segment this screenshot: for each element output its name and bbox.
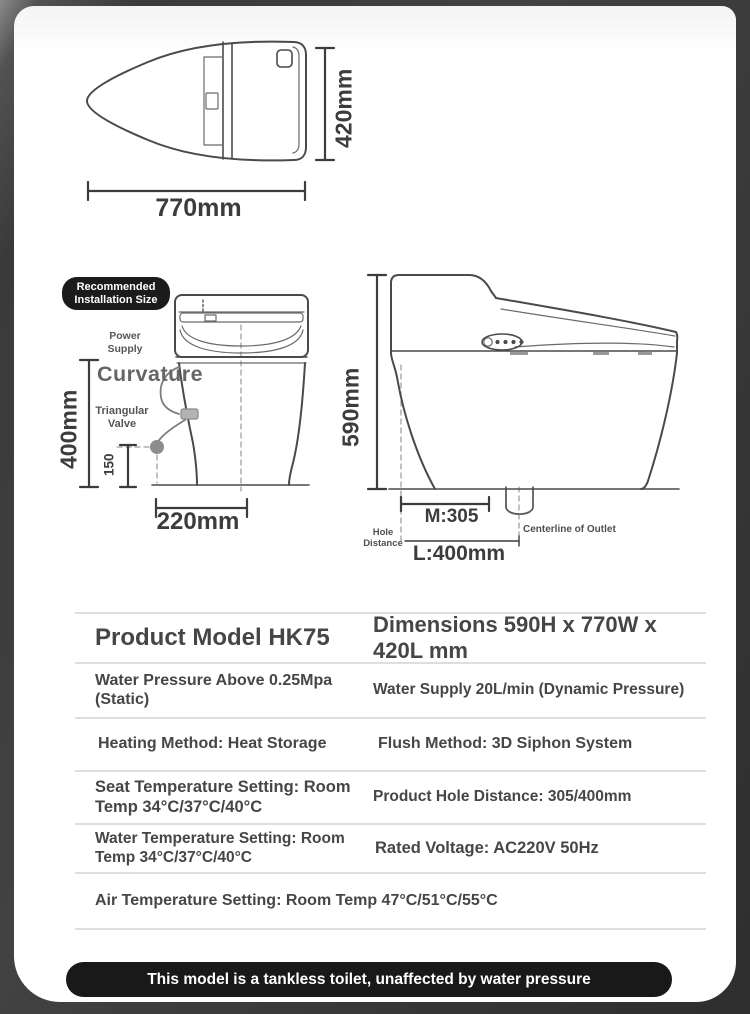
side-view-height-label: 590mm [337, 367, 364, 448]
front-view-height-label: 400mm [55, 389, 82, 469]
table-row [75, 872, 706, 930]
table-row [75, 823, 706, 872]
table-row [75, 612, 706, 662]
power-supply-label: Power Supply [107, 330, 143, 355]
badge-line-1: Recommended [76, 281, 156, 293]
outlet-centerline-label: Centerline of Outlet [523, 524, 616, 535]
product-hole-distance-value: Product Hole Distance: 305/400mm [373, 788, 632, 806]
flush-method-value: Flush Method: 3D Siphon System [378, 735, 633, 753]
water-supply-value: Water Supply 20L/min (Dynamic Pressure) [373, 681, 685, 699]
hole-distance-l-label: L:400mm [412, 542, 506, 565]
top-view-width-label: 770mm [155, 194, 242, 222]
rated-voltage-value: Rated Voltage: AC220V 50Hz [375, 838, 599, 857]
valve-height-label: 150 [101, 453, 117, 477]
table-row [75, 717, 706, 770]
heating-method-value: Heating Method: Heat Storage [98, 735, 327, 753]
hole-distance-m-label: M:305 [424, 506, 479, 527]
valve-offset-label: 220mm [156, 508, 240, 535]
hole-distance-label: Hole Distance [363, 527, 403, 550]
tankless-note-banner [66, 962, 672, 997]
tankless-note-text: This model is a tankless toilet, unaffected by water pressure [147, 970, 591, 988]
top-view-depth-label: 420mm [330, 68, 357, 148]
badge-line-2: Installation Size [74, 293, 158, 306]
water-pressure-value: Water Pressure Above 0.25Mpa (Static) [95, 671, 333, 708]
air-temperature-value: Air Temperature Setting: Room Temp 47°C/51°C/55°C [95, 891, 498, 909]
triangular-valve-label: Triangular Valve [95, 405, 149, 431]
seat-temperature-value: Seat Temperature Setting: Room Temp 34°C/37°C/40°C [95, 778, 351, 816]
spec-table [75, 612, 706, 930]
water-temperature-value: Water Temperature Setting: Room Temp 34°C/37°C/40°C [95, 830, 345, 866]
table-row [75, 770, 706, 823]
table-row [75, 662, 706, 717]
side-view-drawing [335, 265, 695, 565]
curvature-label: Curvature [97, 362, 204, 386]
product-model-value: Product Model HK75 [95, 623, 330, 651]
dimensions-value: Dimensions 590H x 770W x 420L mm [373, 612, 657, 663]
